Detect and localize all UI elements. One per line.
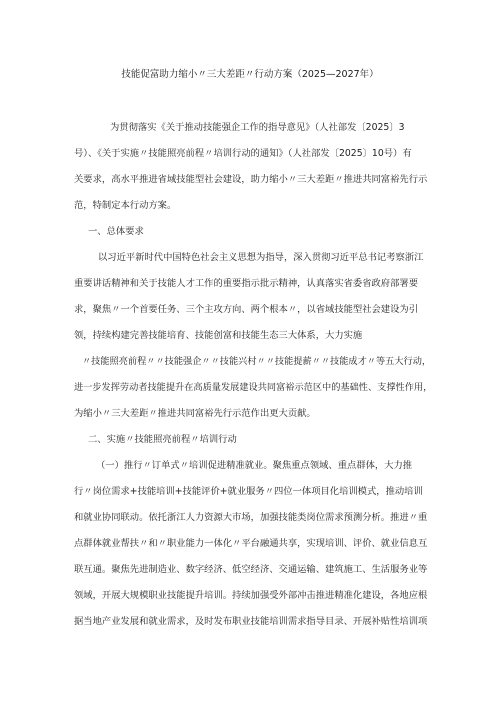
body-line: 领域，开展大规模职业技能提升培训。持续加强受外部冲击推进精准化建设，各地应根	[74, 590, 428, 601]
body-line: 重要讲话精神和关于技能人才工作的重要指示批示精神，认真落实省委省政府部署要	[74, 278, 418, 289]
section-heading: 一、总体要求	[88, 226, 144, 237]
body-line: 关要求，高水平推进省域技能型社会建设，助力缩小〃三大差距〃推进共同富裕先行示	[74, 174, 428, 185]
body-line: 以习近平新时代中国特色社会主义思想为指导，深入贯彻习近平总书记考察浙江	[98, 252, 424, 263]
body-line: 〃技能照亮前程〃〃技能强企〃〃技能兴村〃〃技能提薪〃〃技能成才〃等五大行动，	[82, 356, 432, 367]
body-line: （一）推行〃订单式〃培训促进精准就业。聚焦重点领域、重点群体，大力推	[96, 460, 413, 471]
body-line: 行〃岗位需求+技能培训+技能评价+就业服务〃四位一体项目化培训模式，推动培训	[74, 486, 423, 497]
body-line: 为缩小〃三大差距〃推进共同富裕先行示范作出更大贡献。	[74, 408, 316, 419]
body-line: 求，聚焦〃一个首要任务、三个主攻方向、两个根本〃，以省域技能型社会建设为引	[74, 304, 418, 315]
body-line: 范，特制定本行动方案。	[74, 200, 177, 211]
document-title: 技能促富助力缩小〃三大差距〃行动方案（2025—2027年）	[121, 69, 379, 80]
body-line: 号）、《关于实施〃技能照亮前程〃培训行动的通知》（人社部发〔2025〕10号）有	[74, 148, 412, 159]
body-line: 领，持续构建完善技能培育、技能创富和技能生态三大体系，大力实施	[74, 330, 363, 341]
body-line: 和就业协同联动。依托浙江人力资源大市场，加强技能类岗位需求预测分析。推进〃重	[74, 512, 428, 523]
body-line: 点群体就业帮扶〃和〃职业能力一体化〃平台融通共享，实现培训、评价、就业信息互	[74, 538, 428, 549]
body-line: 联互通。聚焦先进制造业、数字经济、低空经济、交通运输、建筑施工、生活服务业等	[74, 564, 428, 575]
body-line: 据当地产业发展和就业需求，及时发布职业技能培训需求指导目录、开展补贴性培训项	[74, 616, 428, 627]
body-line: 进一步发挥劳动者技能提升在高质量发展建设共同富裕示范区中的基础性、支撑性作用，	[74, 382, 433, 393]
section-heading: 二、实施〃技能照亮前程〃培训行动	[88, 434, 237, 445]
body-line: 为贯彻落实《关于推动技能强企工作的指导意见》（人社部发〔2025〕3	[110, 122, 405, 133]
